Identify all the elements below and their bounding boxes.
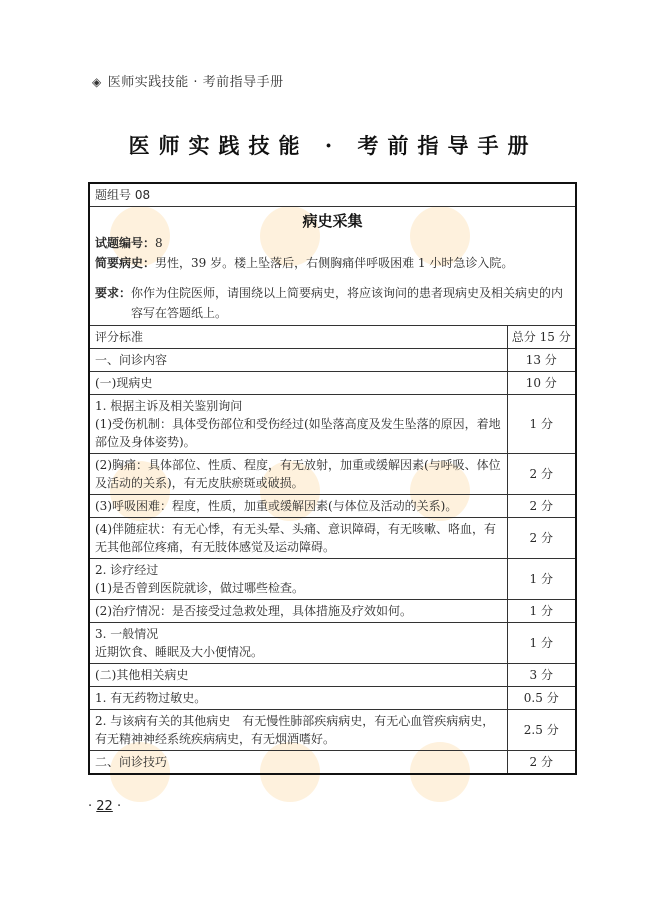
scoring-item [89, 372, 507, 395]
running-head [92, 72, 666, 92]
scoring-item-line: 1. 有无药物过敏史。 [95, 691, 207, 705]
scoring-row [89, 349, 576, 372]
scoring-points: 1 分 [507, 600, 576, 623]
scoring-item-line: 2. 与该病有关的其他病史 有无慢性肺部疾病病史，有无心血管疾病病史，有无精神神经系统疾病病史，有无烟酒嗜好。 [95, 714, 495, 746]
scoring-row [89, 372, 576, 395]
scoring-item-line: (3)呼吸困难：程度，性质，加重或缓解因素(与体位及活动的关系)。 [95, 499, 458, 513]
scoring-row [89, 751, 576, 775]
exam-info [89, 183, 576, 349]
question-info [89, 207, 576, 326]
scoring-rows [89, 349, 576, 775]
scoring-item [89, 623, 507, 664]
scoring-points: 2.5 分 [507, 710, 576, 751]
question-number-label: 试题编号： [95, 236, 156, 250]
scoring-row [89, 454, 576, 495]
scoring-item-line: 3. 一般情况 [95, 627, 159, 641]
scoring-item [89, 454, 507, 495]
requirement-label: 要求： [95, 286, 132, 300]
scoring-item-line: (1)受伤机制：具体受伤部位和受伤经过(如坠落高度及发生坠落的原因，着地部位及身体姿势)。 [95, 417, 501, 449]
scoring-header-total: 总分 15 分 [507, 326, 576, 349]
scoring-item [89, 518, 507, 559]
running-head-text: 医师实践技能 · 考前指导手册 [107, 75, 284, 90]
scoring-item-line: 二、问诊技巧 [95, 755, 168, 769]
section-title: 病史采集 [302, 212, 363, 230]
question-number-line [95, 233, 570, 253]
scoring-item [89, 600, 507, 623]
scoring-item-line: 近期饮食、睡眠及大小便情况。 [95, 645, 264, 659]
scoring-points: 2 分 [507, 454, 576, 495]
scoring-points: 3 分 [507, 664, 576, 687]
scoring-item [89, 349, 507, 372]
scoring-header-label: 评分标准 [89, 326, 507, 349]
scoring-points: 1 分 [507, 623, 576, 664]
scoring-item-line: 一、问诊内容 [95, 353, 168, 367]
brief-history-label: 简要病史： [95, 256, 156, 270]
question-info-row [89, 207, 576, 326]
scoring-points: 1 分 [507, 395, 576, 454]
scoring-row [89, 687, 576, 710]
requirement-text: 你作为住院医师，请围绕以上简要病史，将应该询问的患者现病史及相关病史的内容写在答题纸上。 [131, 286, 564, 320]
page-number-value: 22 [96, 799, 113, 814]
scoring-row [89, 710, 576, 751]
scoring-row [89, 559, 576, 600]
scoring-item-line: (4)伴随症状：有无心悸，有无头晕、头痛、意识障碍，有无咳嗽、咯血，有无其他部位疼痛，有无肢体感觉及运动障碍。 [95, 522, 497, 554]
scoring-item [89, 495, 507, 518]
scoring-points: 1 分 [507, 559, 576, 600]
page-title: 医师实践技能 · 考前指导手册 [128, 133, 538, 158]
scoring-item-line: (一)现病史 [95, 376, 153, 390]
scoring-row [89, 623, 576, 664]
group-label: 题组号 08 [89, 183, 576, 207]
scoring-header-row [89, 326, 576, 349]
scoring-item-line: 2. 诊疗经过 [95, 563, 159, 577]
scoring-item-line: (2)治疗情况：是否接受过急救处理，具体措施及疗效如何。 [95, 604, 413, 618]
scoring-item [89, 710, 507, 751]
scoring-item-line: (二)其他相关病史 [95, 668, 189, 682]
scoring-item-line: (1)是否曾到医院就诊，做过哪些检查。 [95, 581, 304, 595]
brief-history-text: 男性，39 岁。楼上坠落后，右侧胸痛伴呼吸困难 1 小时急诊入院。 [155, 256, 514, 270]
scoring-points: 10 分 [507, 372, 576, 395]
scoring-row [89, 495, 576, 518]
scoring-item-line: 1. 根据主诉及相关鉴别询问 [95, 399, 243, 413]
scoring-points: 2 分 [507, 518, 576, 559]
scoring-row [89, 600, 576, 623]
page-number: · 22 · [88, 799, 122, 814]
scoring-item [89, 395, 507, 454]
scoring-row [89, 664, 576, 687]
group-row [89, 183, 576, 207]
question-number: 8 [155, 236, 163, 250]
scoring-points: 2 分 [507, 495, 576, 518]
exam-table-wrap [88, 182, 577, 775]
scoring-item-line: (2)胸痛：具体部位、性质、程度，有无放射，加重或缓解因素(与呼吸、体位及活动的关系)，有无皮肤瘀斑或破损。 [95, 458, 501, 490]
scoring-points: 0.5 分 [507, 687, 576, 710]
exam-table [88, 182, 577, 775]
requirement [95, 283, 570, 323]
scoring-row [89, 518, 576, 559]
scoring-points: 2 分 [507, 751, 576, 775]
scoring-row [89, 395, 576, 454]
diamond-icon: ◈ [92, 75, 102, 89]
scoring-item [89, 687, 507, 710]
scoring-item [89, 559, 507, 600]
scoring-item [89, 664, 507, 687]
brief-history-line [95, 253, 570, 273]
scoring-item [89, 751, 507, 775]
scoring-points: 13 分 [507, 349, 576, 372]
